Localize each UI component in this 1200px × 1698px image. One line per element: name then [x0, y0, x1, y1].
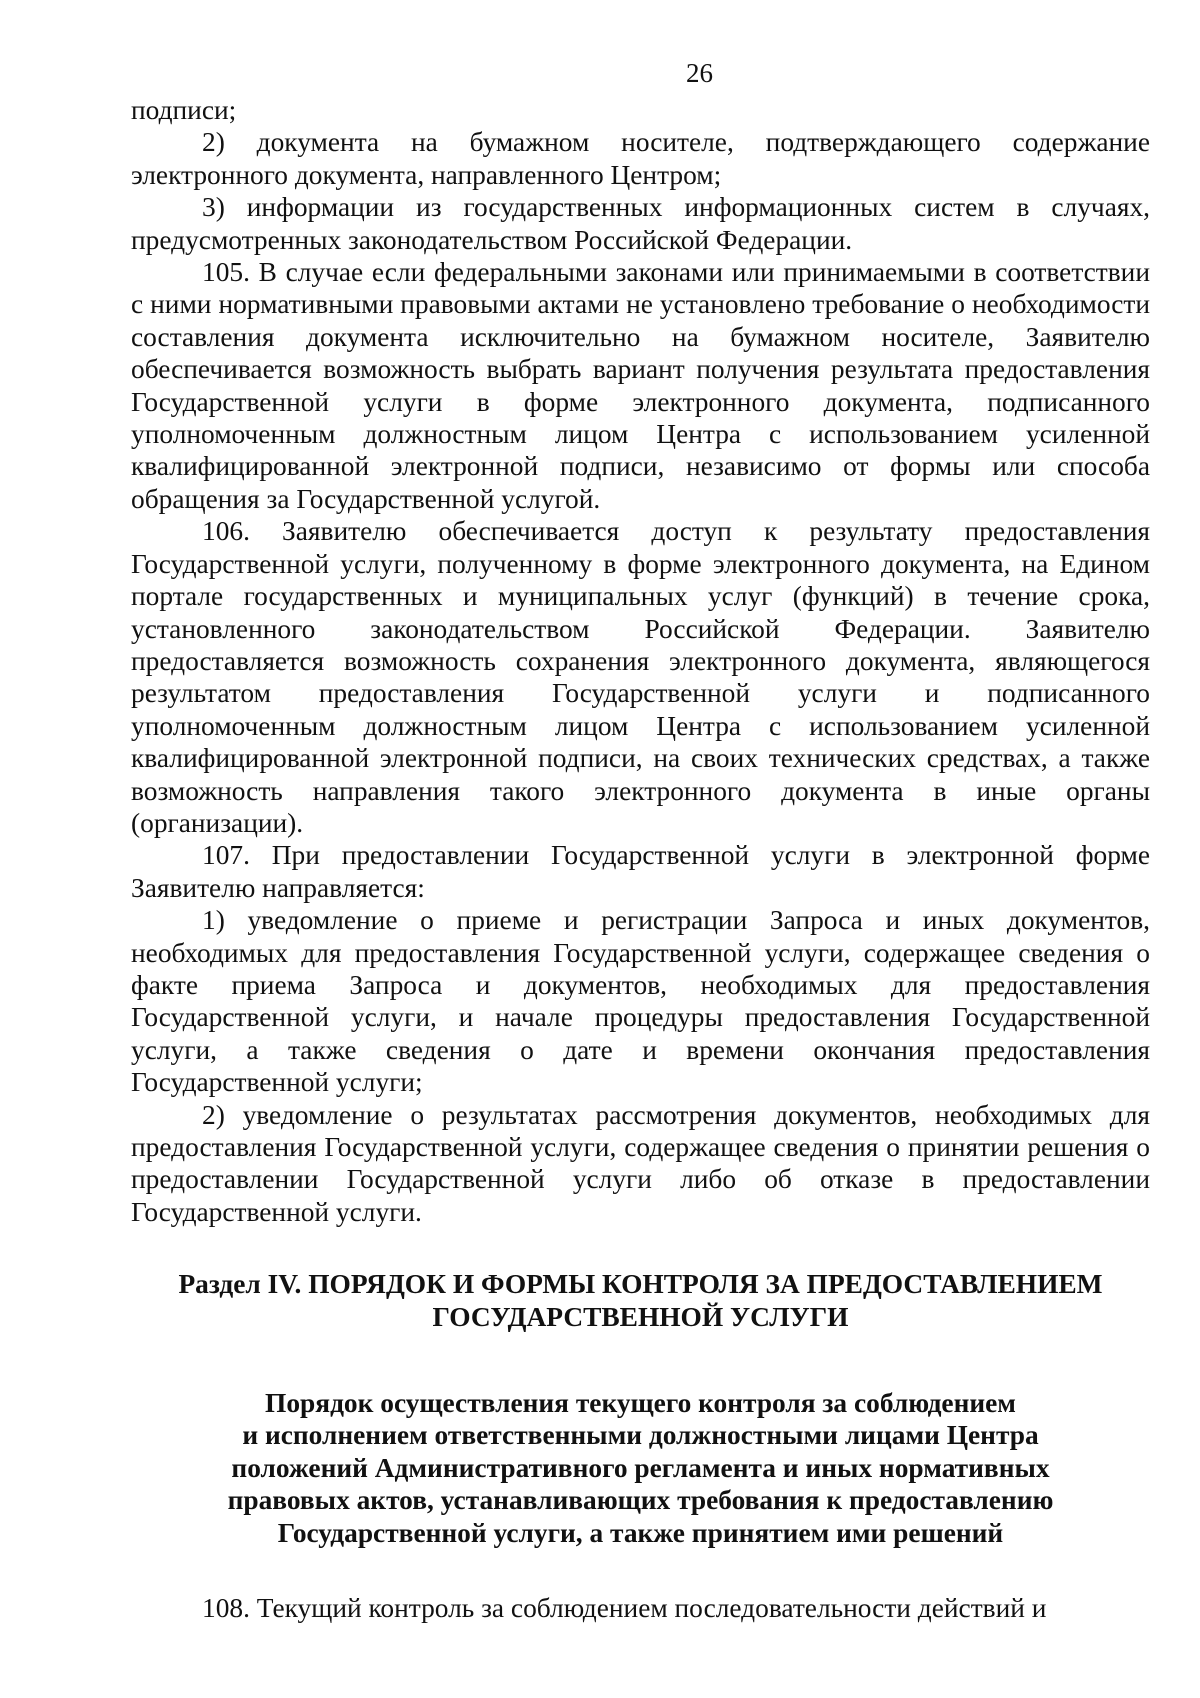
section-heading: [131, 1268, 1150, 1333]
sub-heading-line: и исполнением ответственными должностными лицами Центра: [242, 1420, 1039, 1451]
paragraph-107: 107. При предоставлении Государственной услуги в электронной форме Заявителю направляется:: [131, 840, 1150, 903]
sub-heading-line: положений Административного регламента и иных нормативных: [231, 1452, 1050, 1483]
sub-heading: [131, 1387, 1150, 1549]
paragraph-108: 108. Текущий контроль за соблюдением последовательности действий и: [202, 1593, 1047, 1624]
sub-heading-line: правовых актов, устанавливающих требования к предоставлению: [227, 1485, 1054, 1516]
section-heading-line: ГОСУДАРСТВЕННОЙ УСЛУГИ: [432, 1301, 849, 1332]
paragraph-signature-end: подписи;: [131, 95, 237, 125]
list-item-state-info-systems: 3) информации из государственных информационных систем в случаях, предусмотренных законодательством Российской Федерации.: [131, 192, 1150, 255]
sub-heading-line: Государственной услуги, а также принятием ими решений: [277, 1517, 1004, 1548]
sub-heading-line: Порядок осуществления текущего контроля за соблюдением: [265, 1388, 1016, 1419]
paragraph-106: 106. Заявителю обеспечивается доступ к результату предоставления Государственной услуги, полученному в форме электронного документа, на Едином портале государственных и муниципальных услуг (функций) в течение срока, установленного законодательством Российской Федерации. Заявителю предоставляется возможность сохранения электронного документа, являющегося результатом предоставления Государственной услуги и подписанного уполномоченным должностным лицом Центра с использованием усиленной квалифицированной электронной подписи, на своих технических средствах, а также возможность направления такого электронного документа в иные органы (организации).: [131, 516, 1150, 838]
page-number: 26: [686, 58, 713, 88]
list-item-notification-results: 2) уведомление о результатах рассмотрения документов, необходимых для предоставления Государственной услуги, содержащее сведения о принятии решения о предоставлении Государственной услуги либо об отказе в предоставлении Государственной услуги.: [131, 1099, 1150, 1227]
section-heading-line: Раздел IV. ПОРЯДОК И ФОРМЫ КОНТРОЛЯ ЗА ПРЕДОСТАВЛЕНИЕМ: [178, 1269, 1103, 1300]
list-item-notification-receipt: 1) уведомление о приеме и регистрации Запроса и иных документов, необходимых для предоставления Государственной услуги, содержащее сведения о факте приема Запроса и документов, необходимых для предоставления Государственной услуги, и начале процедуры предоставления Государственной услуги, а также сведения о дате и времени окончания предоставления Государственной услуги;: [131, 905, 1150, 1098]
document-page: [131, 58, 1150, 1624]
list-item-paper-document: 2) документа на бумажном носителе, подтверждающего содержание электронного документа, направленного Центром;: [131, 127, 1150, 190]
paragraph-105: 105. В случае если федеральными законами или принимаемыми в соответствии с ними нормативными правовыми актами не установлено требование о необходимости составления документа исключительно на бумажном носителе, Заявителю обеспечивается возможность выбрать вариант получения результата предоставления Государственной услуги в форме электронного документа, подписанного уполномоченным должностным лицом Центра с использованием усиленной квалифицированной электронной подписи, независимо от формы или способа обращения за Государственной услугой.: [131, 257, 1150, 514]
